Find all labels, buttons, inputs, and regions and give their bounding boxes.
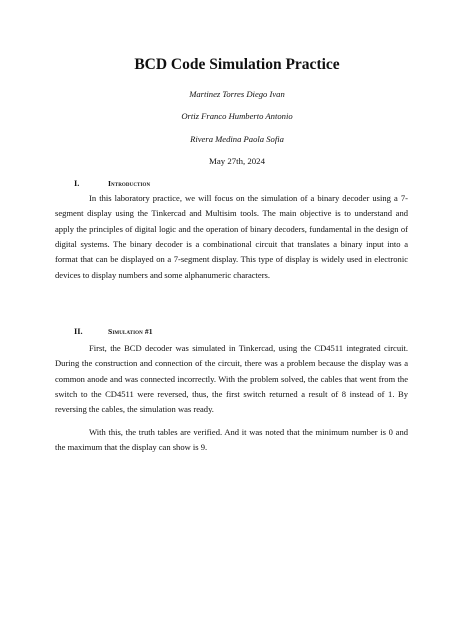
- section-title: Simulation #1: [108, 327, 153, 336]
- section-heading-introduction: [74, 179, 150, 188]
- simulation-paragraph-2: With this, the truth tables are verified. And it was noted that the minimum number is 0 and the maximum that the display can show is 9.: [55, 427, 408, 453]
- author-1: Martinez Torres Diego Ivan: [189, 89, 285, 99]
- author-2: Ortiz Franco Humberto Antonio: [181, 111, 293, 121]
- section-title: Introduction: [108, 179, 151, 188]
- publication-date: May 27th, 2024: [209, 156, 265, 166]
- section-heading-simulation-1: [74, 327, 153, 336]
- paper-title: BCD Code Simulation Practice: [134, 56, 340, 73]
- section-number: II.: [74, 327, 83, 336]
- introduction-paragraph: In this laboratory practice, we will focus on the simulation of a binary decoder using a 7-segment display using the Tinkercad and Multisim tools. The main objective is to understand and apply the principles of digital logic and the operation of binary decoders, fundamental in the design of digital systems. The binary decoder is a combinational circuit that translates a binary input into a format that can be displayed on a 7-segment display. This type of display is widely used in electronic devices to display numbers and some alphanumeric characters.: [55, 193, 408, 280]
- simulation-paragraph-1: First, the BCD decoder was simulated in Tinkercad, using the CD4511 integrated circuit. During the construction and connection of the circuit, there was a problem because the display was a common anode and was connected incorrectly. With the problem solved, the cables that went from the switch to the CD4511 were reversed, thus, the first switch returned a result of 8 instead of 1. By reversing the cables, the simulation was ready.: [55, 343, 408, 415]
- section-number: I.: [74, 179, 80, 188]
- author-3: Rivera Medina Paola Sofia: [190, 134, 284, 144]
